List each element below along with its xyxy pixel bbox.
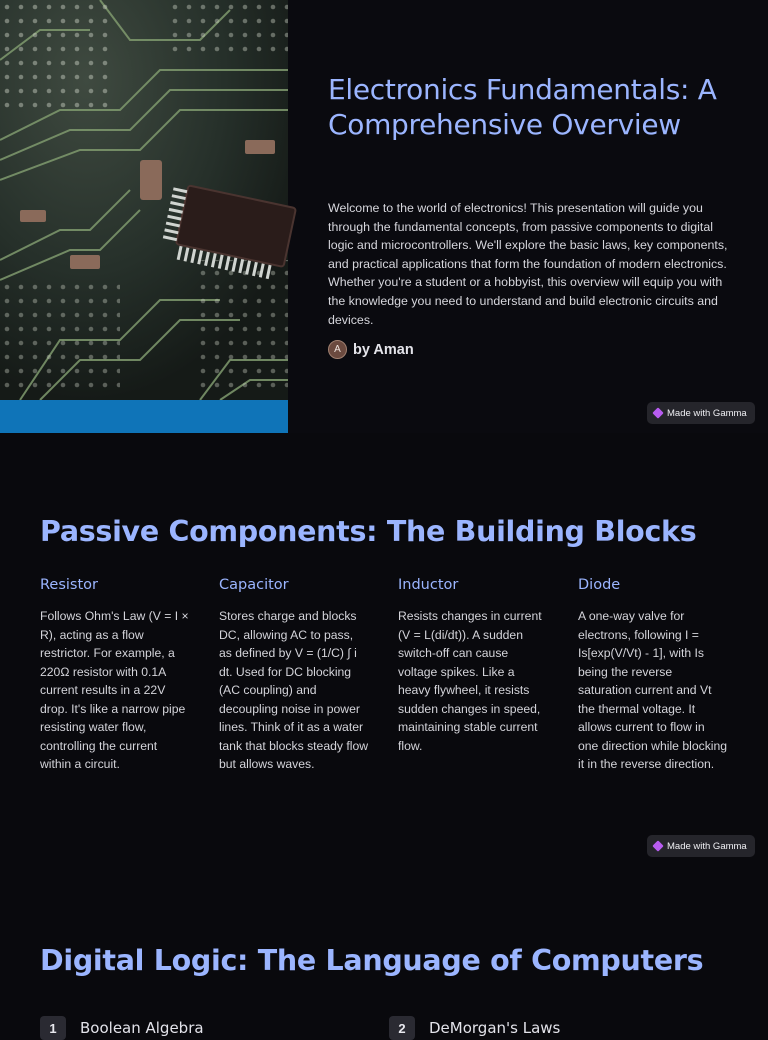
column-heading: Inductor (398, 577, 459, 593)
slide-title: Digital Logic: The Language of Computers (40, 944, 704, 977)
column-heading: Capacitor (219, 577, 289, 593)
diode-column (578, 577, 728, 774)
passive-components-slide (0, 433, 768, 867)
column-heading: Resistor (40, 577, 98, 593)
made-with-gamma-badge[interactable] (647, 402, 755, 424)
item-title: Boolean Algebra (80, 1019, 204, 1037)
list-item (40, 1016, 204, 1040)
author-name: by Aman (353, 341, 414, 358)
digital-logic-slide (0, 867, 768, 1037)
badge-label: Made with Gamma (667, 407, 747, 419)
item-title: DeMorgan's Laws (429, 1019, 561, 1037)
list-item (389, 1016, 560, 1040)
item-number: 2 (389, 1016, 415, 1040)
column-text: Follows Ohm's Law (V = I × R), acting as a flow restrictor. For example, a 220Ω resistor with 0.1A current results in a 22V drop. It's like a narrow pipe resisting water flow, controlling the current within a circuit. (40, 609, 189, 771)
resistor-column (40, 577, 190, 774)
slide-title: Electronics Fundamentals: A Comprehensive Overview (328, 73, 717, 141)
capacitor-column (219, 577, 369, 774)
intro-paragraph: Welcome to the world of electronics! This presentation will guide you through the fundamental concepts, from passive components to digital logic and microcontrollers. We'll explore the basic laws, key components, and practical applications that form the foundation of modern electronics. Whether you're a student or a hobbyist, this overview will equip you with the knowledge you need to understand and build electronic circuits and devices. (328, 201, 728, 327)
column-text: Stores charge and blocks DC, allowing AC to pass, as defined by V = (1/C) ∫ i dt. Used for DC blocking (AC coupling) and decoupling noise in power lines. Think of it as a water tank that blocks steady flow but allows waves. (219, 609, 369, 771)
gamma-logo-icon (652, 840, 663, 851)
item-number: 1 (40, 1016, 66, 1040)
made-with-gamma-badge[interactable] (647, 835, 755, 857)
circuit-board-image (0, 0, 288, 433)
column-text: Resists changes in current (V = L(di/dt)). A sudden switch-off can cause voltage spikes. Like a heavy flywheel, it resists sudden changes in speed, maintaining stable current flow. (398, 609, 542, 753)
gamma-logo-icon (652, 407, 663, 418)
inductor-column (398, 577, 548, 755)
author-byline (328, 340, 414, 359)
badge-label: Made with Gamma (667, 840, 747, 852)
column-heading: Diode (578, 577, 621, 593)
title-slide (0, 0, 768, 433)
slide-title: Passive Components: The Building Blocks (40, 515, 697, 548)
column-text: A one-way valve for electrons, following I = Is[exp(V/Vt) - 1], with Is being the reverse saturation current and Vt the thermal voltage. It allows current to flow in one direction while blocking it in the reverse direction. (578, 609, 728, 771)
avatar: A (328, 340, 347, 359)
